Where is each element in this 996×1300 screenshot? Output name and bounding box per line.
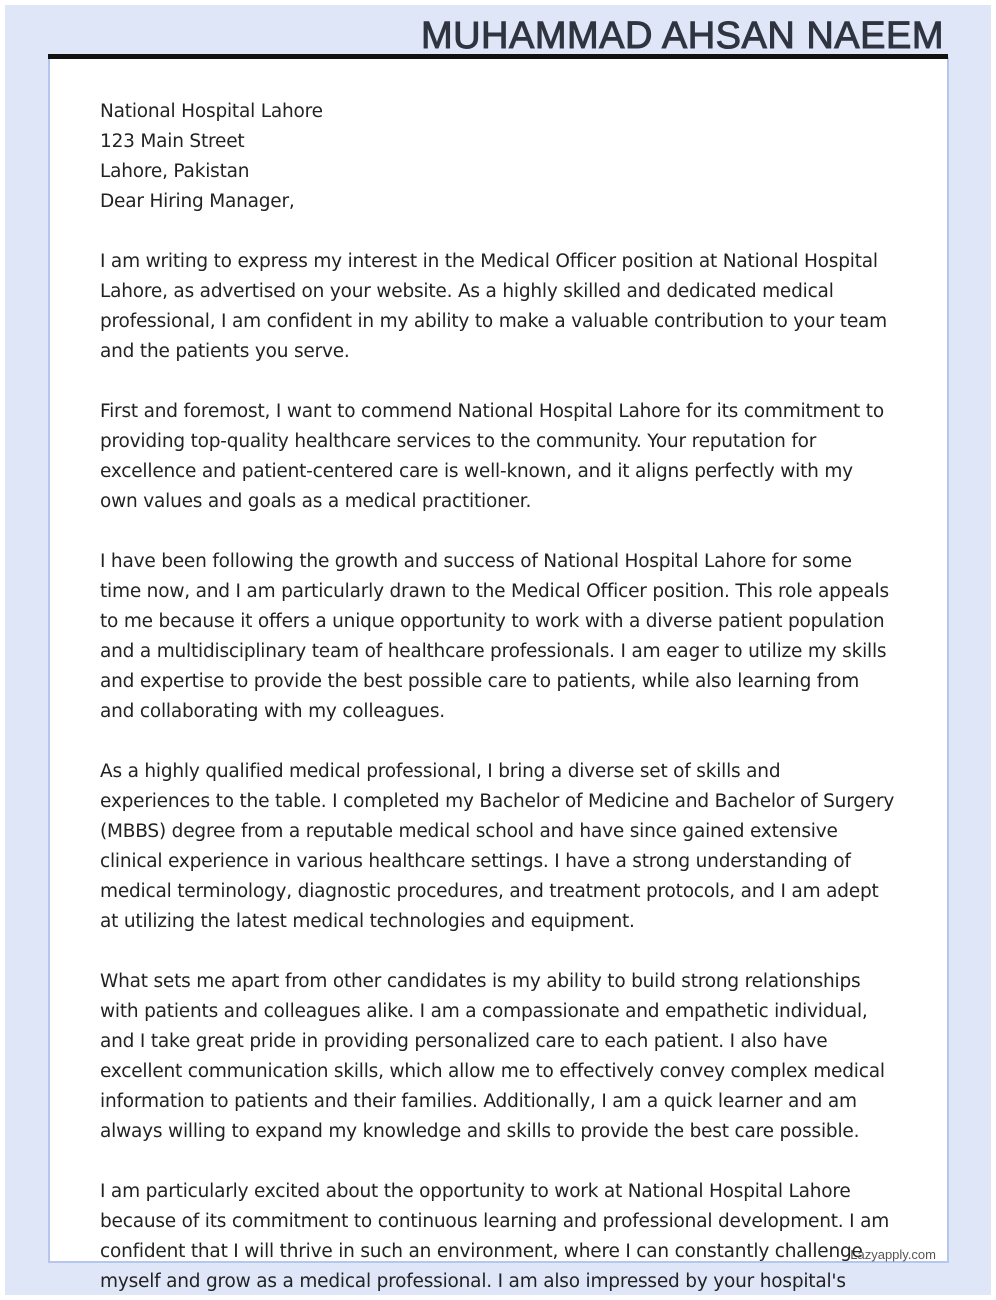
address-line-street: 123 Main Street — [100, 131, 245, 152]
paragraph-text: First and foremost, I want to commend National Hospital Lahore for its commitment to providing top-quality healthcare services to the community. Your reputation for excellence and patient-centered care is well-known, and it aligns perfectly with my own values and goals as a medical practitioner. — [100, 401, 884, 512]
address-line-city: Lahore, Pakistan — [100, 161, 250, 182]
paragraph-commend — [100, 397, 895, 517]
paragraph-intro — [100, 247, 895, 367]
paragraph-qualifications — [100, 757, 895, 937]
salutation: Dear Hiring Manager, — [100, 191, 295, 212]
paragraph-strengths — [100, 967, 895, 1147]
paragraph-text: As a highly qualified medical professional, I bring a diverse set of skills and experiences to the table. I completed my Bachelor of Medicine and Bachelor of Surgery (MBBS) degree from a reputable medical school and have since gained extensive clinical experience in various healthcare settings. I have a strong understanding of medical terminology, diagnostic procedures, and treatment protocols, and I am adept at utilizing the latest medical technologies and equipment. — [100, 761, 895, 932]
paragraph-text: I am particularly excited about the opportunity to work at National Hospital Lahore because of its commitment to continuous learning and professional development. I am confident that I will thrive in such an environment, where I can constantly challenge myself and grow as a medical professional. I am also impressed by your hospital's — [100, 1181, 890, 1292]
paragraph-excitement — [100, 1177, 895, 1297]
address-line-hospital: National Hospital Lahore — [100, 101, 323, 122]
paragraph-interest — [100, 547, 895, 727]
cover-letter-body — [100, 97, 895, 1297]
applicant-name: MUHAMMAD AHSAN NAEEM — [420, 15, 944, 57]
paragraph-text: I am writing to express my interest in the Medical Officer position at National Hospital Lahore, as advertised on your website. As a highly skilled and dedicated medical professional, I am confident in my ability to make a valuable contribution to your team and the patients you serve. — [100, 251, 887, 362]
paragraph-text: What sets me apart from other candidates is my ability to build strong relationships with patients and colleagues alike. I am a compassionate and empathetic individual, and I take great pride in providing personalized care to each patient. I also have excellent communication skills, which allow me to effectively convey complex medical information to patients and their families. Additionally, I am a quick learner and am always willing to expand my knowledge and skills to provide the best care possible. — [100, 971, 885, 1142]
watermark: Lazyapply.com — [850, 1247, 936, 1262]
paragraph-text: I have been following the growth and success of National Hospital Lahore for some time now, and I am particularly drawn to the Medical Officer position. This role appeals to me because it offers a unique opportunity to work with a diverse patient population and a multidisciplinary team of healthcare professionals. I am eager to utilize my skills and expertise to provide the best possible care to patients, while also learning from and collaborating with my colleagues. — [100, 551, 889, 722]
